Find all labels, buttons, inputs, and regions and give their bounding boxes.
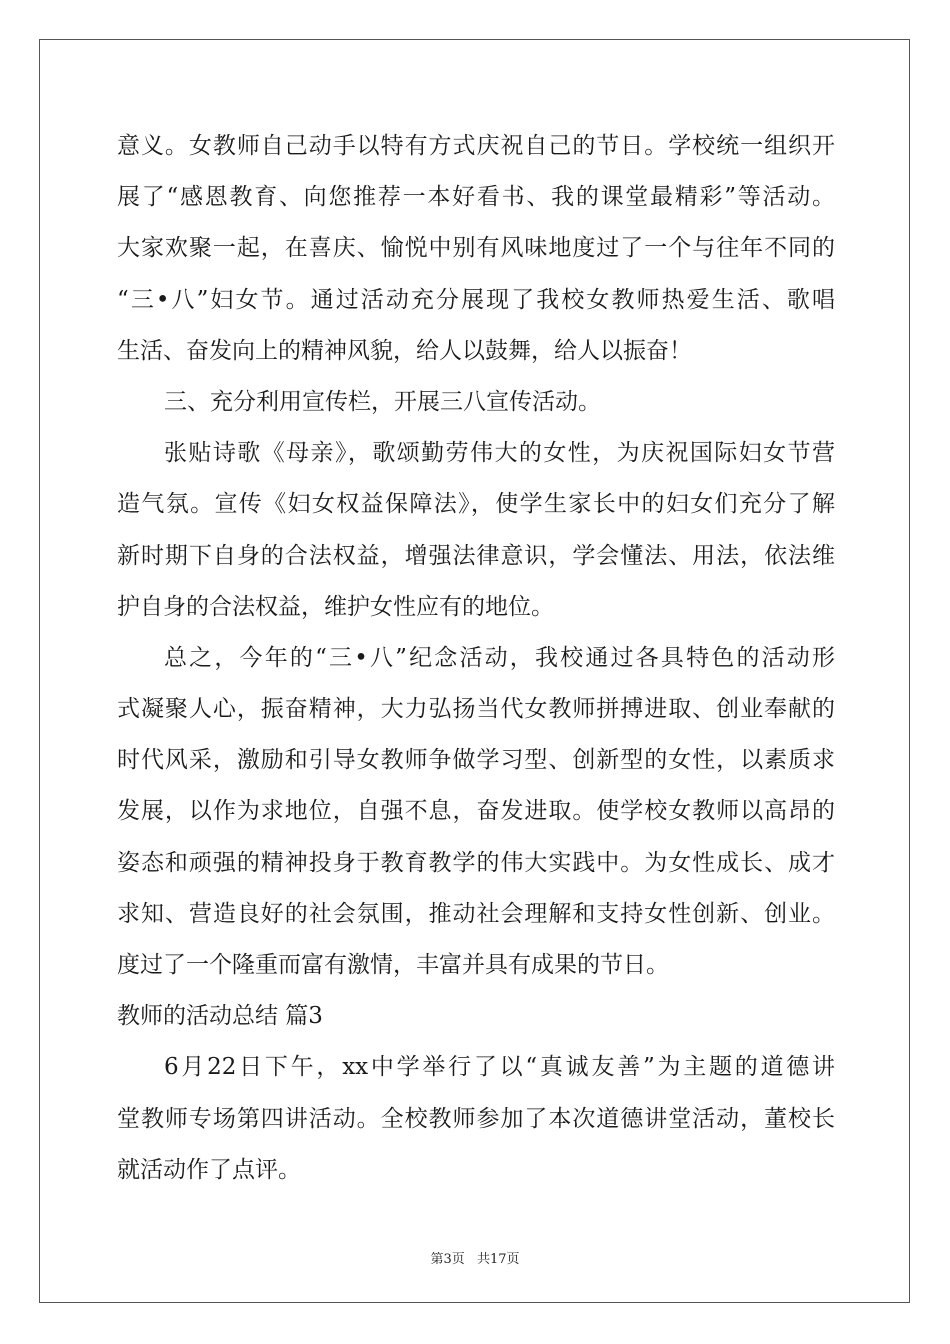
- page-number: 第3页: [430, 1252, 465, 1267]
- paragraph-line: 大家欢聚一起，在喜庆、愉悦中别有风味地度过了一个与往年不同的: [117, 235, 835, 262]
- paragraph-line: 堂教师专场第四讲活动。全校教师参加了本次道德讲堂活动，董校长: [117, 1105, 835, 1132]
- paragraph-line: 生活、奋发向上的精神风貌，给人以鼓舞，给人以振奋！: [117, 337, 692, 364]
- section-heading: 三、充分利用宣传栏，开展三八宣传活动。: [164, 388, 601, 415]
- paragraph-line: 展了“感恩教育、向您推荐一本好看书、我的课堂最精彩”等活动。: [117, 184, 835, 211]
- page-footer: [0, 1248, 950, 1267]
- paragraph-line: 姿态和顽强的精神投身于教育教学的伟大实践中。为女性成长、成才: [117, 849, 835, 876]
- article-title: 教师的活动总结 篇3: [117, 1003, 323, 1030]
- paragraph-line: 度过了一个隆重而富有激情，丰富并具有成果的节日。: [117, 952, 669, 978]
- document-body: [117, 121, 835, 1196]
- paragraph-line: 就活动作了点评。: [117, 1156, 301, 1183]
- paragraph-line: 6月22日下午，xx中学举行了以“真诚友善”为主题的道德讲: [164, 1054, 835, 1081]
- paragraph-line: 式凝聚人心，振奋精神，大力弘扬当代女教师拼搏进取、创业奉献的: [117, 696, 835, 723]
- paragraph-line: 求知、营造良好的社会氛围，推动社会理解和支持女性创新、创业。: [117, 900, 835, 927]
- paragraph-line: 发展，以作为求地位，自强不息，奋发进取。使学校女教师以高昂的: [117, 798, 835, 825]
- paragraph-line: 造气氛。宣传《妇女权益保障法》，使学生家长中的妇女们充分了解: [117, 491, 835, 518]
- paragraph-line: 意义。女教师自己动手以特有方式庆祝自己的节日。学校统一组织开: [117, 133, 835, 159]
- page-total: 共17页: [476, 1252, 520, 1267]
- paragraph-line: 总之，今年的“三•八”纪念活动，我校通过各具特色的活动形: [164, 644, 835, 671]
- paragraph-line: 时代风采，激励和引导女教师争做学习型、创新型的女性，以素质求: [117, 747, 835, 774]
- paragraph-line: “三•八”妇女节。通过活动充分展现了我校女教师热爱生活、歌唱: [117, 286, 835, 313]
- paragraph-line: 护自身的合法权益，维护女性应有的地位。: [117, 593, 554, 620]
- paragraph-line: 新时期下自身的合法权益，增强法律意识，学会懂法、用法，依法维: [117, 542, 835, 569]
- paragraph-line: 张贴诗歌《母亲》，歌颂勤劳伟大的女性，为庆祝国际妇女节营: [164, 440, 835, 467]
